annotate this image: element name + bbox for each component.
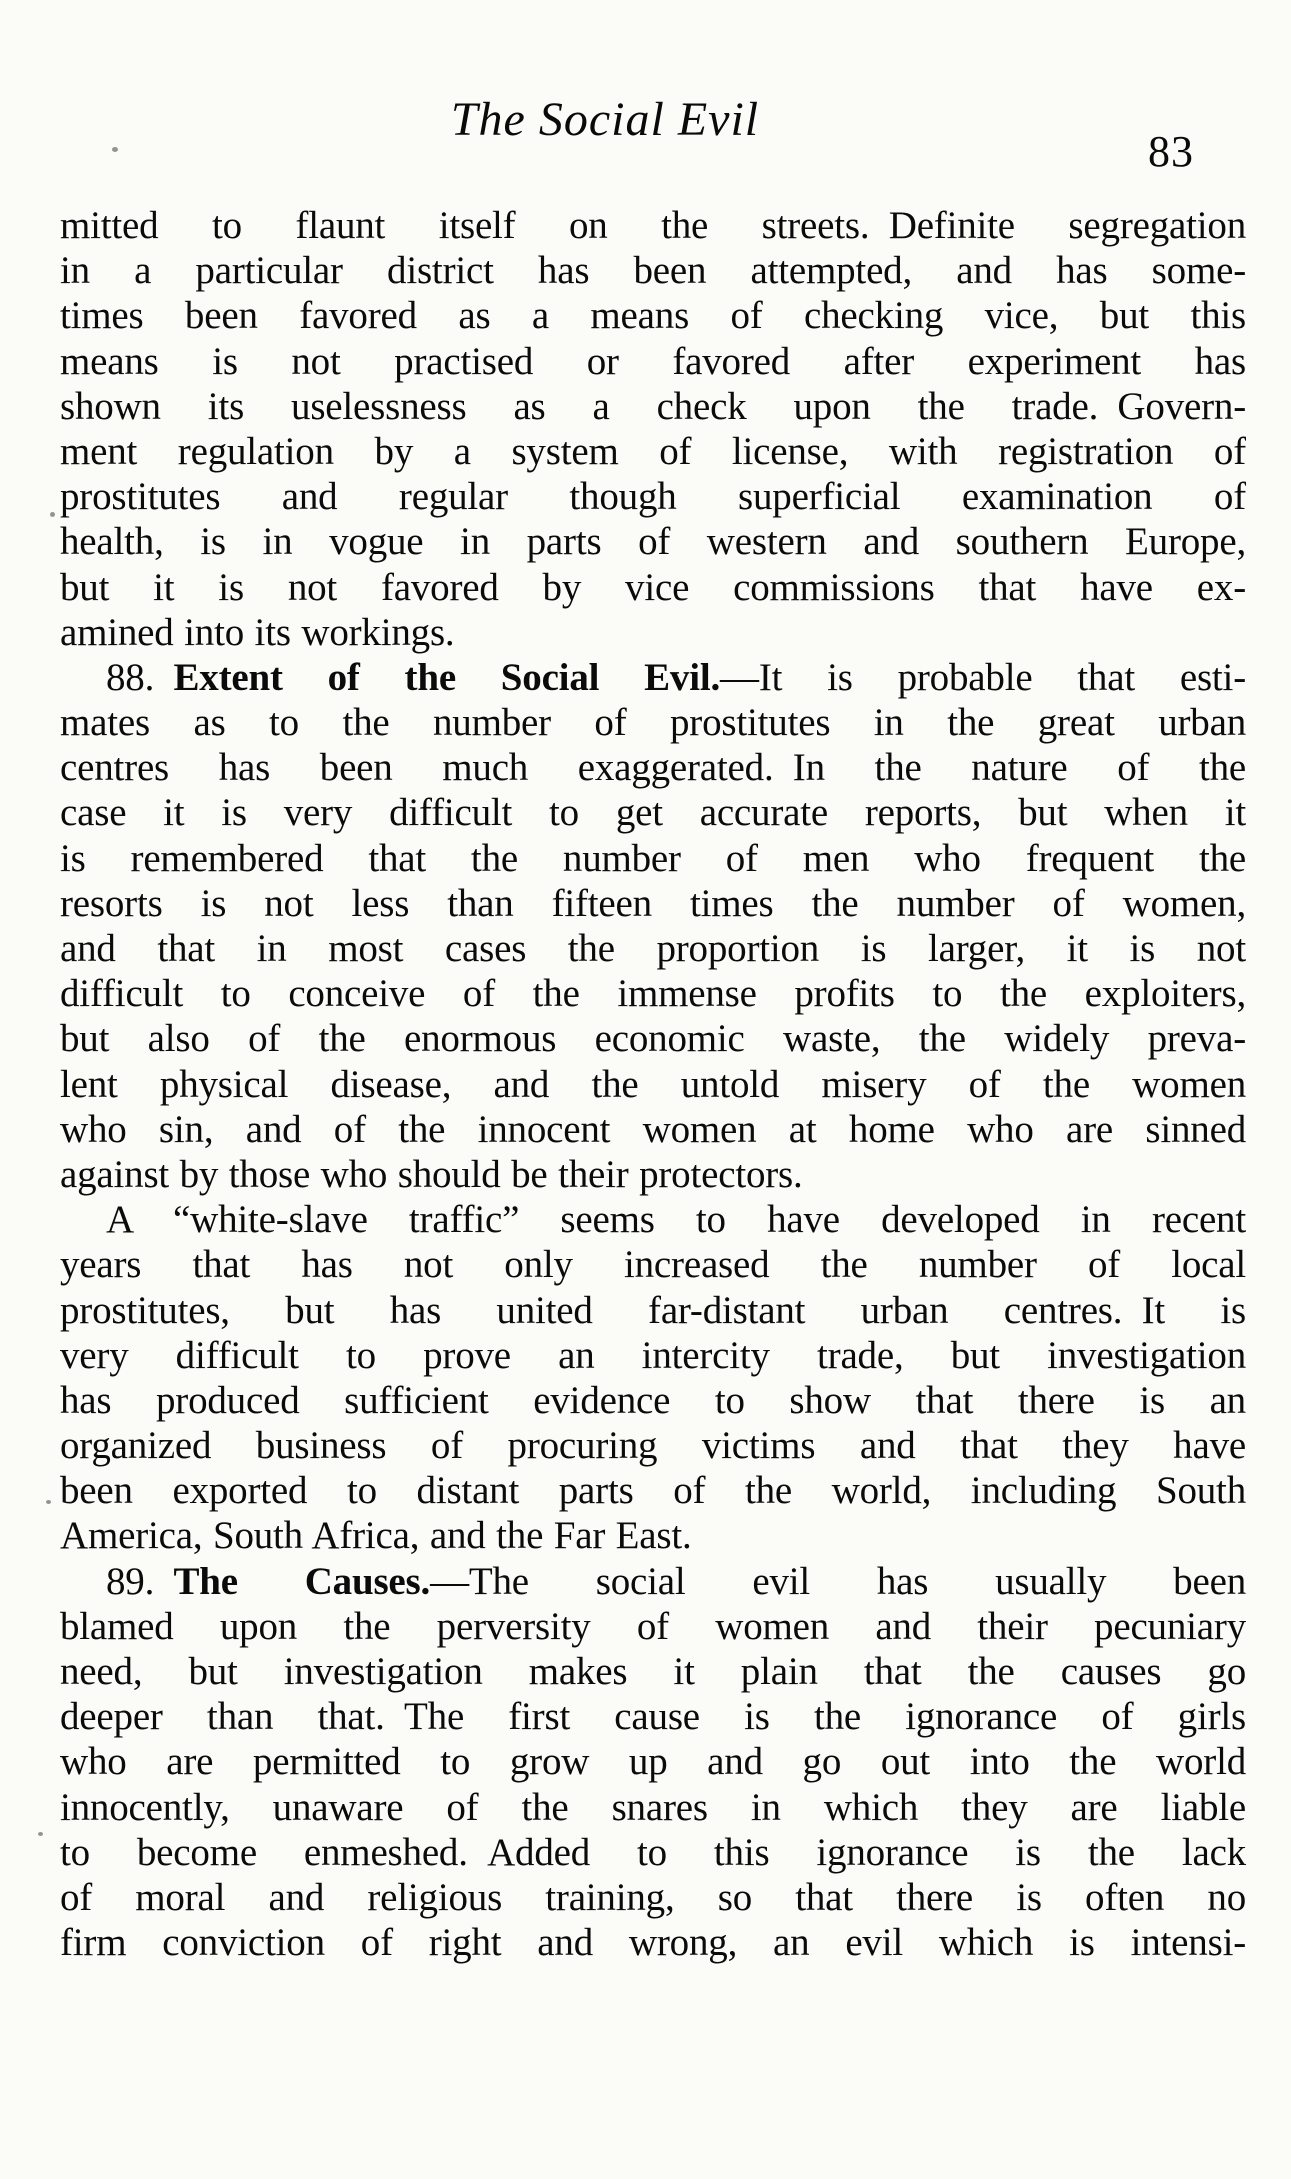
scan-artifact bbox=[38, 1832, 43, 1836]
text-segment: who are permitted to grow up and go out into the world bbox=[60, 1740, 1246, 1784]
text-segment: been exported to distant parts of the world, including South bbox=[60, 1469, 1246, 1513]
text-line bbox=[60, 1830, 1246, 1875]
text-line bbox=[60, 1423, 1246, 1468]
text-segment: very difficult to prove an intercity trade, but investigation bbox=[60, 1333, 1246, 1377]
text-segment: A “white-slave traffic” seems to have developed in recent bbox=[106, 1198, 1246, 1242]
text-segment: organized business of procuring victims and that they have bbox=[60, 1424, 1246, 1468]
text-segment: has produced sufficient evidence to show that there is an bbox=[60, 1378, 1246, 1422]
text-segment: who sin, and of the innocent women at home who are sinned bbox=[60, 1107, 1246, 1151]
text-line bbox=[60, 474, 1246, 519]
text-segment: means is not practised or favored after experiment has bbox=[60, 339, 1246, 383]
text-line bbox=[60, 881, 1246, 926]
text-segment: prostitutes, but has united far-distant urban centres. It is bbox=[60, 1288, 1246, 1332]
text-segment: times been favored as a means of checking vice, but this bbox=[60, 294, 1246, 338]
text-line bbox=[60, 1739, 1246, 1784]
text-segment: amined into its workings. bbox=[60, 610, 455, 654]
text-line bbox=[60, 1333, 1246, 1378]
text-line bbox=[60, 1513, 1246, 1558]
text-line bbox=[60, 1242, 1246, 1287]
text-segment: years that has not only increased the number of local bbox=[60, 1243, 1246, 1287]
text-segment: but it is not favored by vice commissions that have ex- bbox=[60, 565, 1246, 609]
text-line bbox=[60, 1604, 1246, 1649]
text-line bbox=[60, 1016, 1246, 1061]
text-line bbox=[60, 926, 1246, 971]
text-line bbox=[60, 519, 1246, 564]
text-line bbox=[60, 971, 1246, 1016]
text-line bbox=[60, 203, 1246, 248]
running-title: The Social Evil bbox=[450, 93, 760, 146]
text-segment: blamed upon the perversity of women and their pecuniary bbox=[60, 1604, 1246, 1648]
text-segment: America, South Africa, and the Far East. bbox=[60, 1514, 692, 1558]
text-segment: against by those who should be their protectors. bbox=[60, 1152, 803, 1196]
text-line bbox=[60, 1785, 1246, 1830]
scan-artifact bbox=[50, 512, 55, 517]
text-segment: prostitutes and regular though superficial examination of bbox=[60, 475, 1246, 519]
text-line bbox=[60, 1062, 1246, 1107]
text-segment: health, is in vogue in parts of western and southern Europe, bbox=[60, 520, 1246, 564]
text-line bbox=[60, 1378, 1246, 1423]
text-segment: —It is probable that esti- bbox=[720, 655, 1246, 699]
text-segment: 89. bbox=[106, 1559, 174, 1603]
text-line bbox=[60, 1694, 1246, 1739]
text-line bbox=[60, 1920, 1246, 1965]
text-line bbox=[60, 610, 1246, 655]
page-body bbox=[60, 203, 1246, 1965]
text-line bbox=[60, 1288, 1246, 1333]
text-segment: centres has been much exaggerated. In the nature of the bbox=[60, 746, 1246, 790]
text-segment: firm conviction of right and wrong, an evil which is intensi- bbox=[60, 1921, 1246, 1965]
scan-artifact bbox=[46, 1500, 51, 1504]
text-segment: difficult to conceive of the immense profits to the exploiters, bbox=[60, 972, 1246, 1016]
text-segment: lent physical disease, and the untold misery of the women bbox=[60, 1062, 1246, 1106]
text-segment: innocently, unaware of the snares in which they are liable bbox=[60, 1785, 1246, 1829]
text-line bbox=[60, 1107, 1246, 1152]
text-segment: 88. bbox=[106, 655, 174, 699]
text-line bbox=[60, 565, 1246, 610]
text-segment: and that in most cases the proportion is larger, it is not bbox=[60, 927, 1246, 970]
text-segment: need, but investigation makes it plain that the causes go bbox=[60, 1650, 1246, 1693]
text-line bbox=[60, 700, 1246, 745]
run-in-heading: Extent of the Social Evil. bbox=[173, 655, 721, 699]
text-segment: but also of the enormous economic waste, the widely preva- bbox=[60, 1017, 1246, 1061]
text-line bbox=[60, 1197, 1246, 1242]
page-number: 83 bbox=[1148, 127, 1194, 176]
text-segment: resorts is not less than fifteen times the number of women, bbox=[60, 881, 1246, 925]
text-segment: case it is very difficult to get accurate reports, but when it bbox=[60, 791, 1246, 835]
text-segment: shown its uselessness as a check upon the trade. Govern- bbox=[60, 384, 1246, 428]
text-line bbox=[60, 248, 1246, 293]
text-segment: —The social evil has usually been bbox=[430, 1559, 1246, 1603]
text-line bbox=[60, 339, 1246, 384]
text-line bbox=[60, 790, 1246, 835]
text-segment: mates as to the number of prostitutes in the great urban bbox=[60, 701, 1246, 745]
text-segment: of moral and religious training, so that there is often no bbox=[60, 1875, 1246, 1919]
text-line bbox=[60, 1152, 1246, 1197]
text-line bbox=[60, 1559, 1246, 1604]
run-in-heading: The Causes. bbox=[173, 1559, 431, 1603]
text-line bbox=[60, 1468, 1246, 1513]
text-line bbox=[60, 1875, 1246, 1920]
text-line bbox=[60, 1649, 1246, 1694]
text-segment: deeper than that. The first cause is the ignorance of girls bbox=[60, 1695, 1246, 1739]
text-line bbox=[60, 384, 1246, 429]
text-segment: in a particular district has been attempted, and has some- bbox=[60, 249, 1246, 293]
text-line bbox=[60, 293, 1246, 338]
text-segment: mitted to flaunt itself on the streets. Definite segregation bbox=[60, 204, 1246, 247]
text-segment: is remembered that the number of men who frequent the bbox=[60, 836, 1246, 880]
text-line bbox=[60, 655, 1246, 700]
text-line bbox=[60, 429, 1246, 474]
page-header bbox=[60, 92, 1246, 182]
text-line bbox=[60, 745, 1246, 790]
text-segment: to become enmeshed. Added to this ignorance is the lack bbox=[60, 1830, 1246, 1874]
text-line bbox=[60, 836, 1246, 881]
text-segment: ment regulation by a system of license, with registration of bbox=[60, 429, 1246, 473]
